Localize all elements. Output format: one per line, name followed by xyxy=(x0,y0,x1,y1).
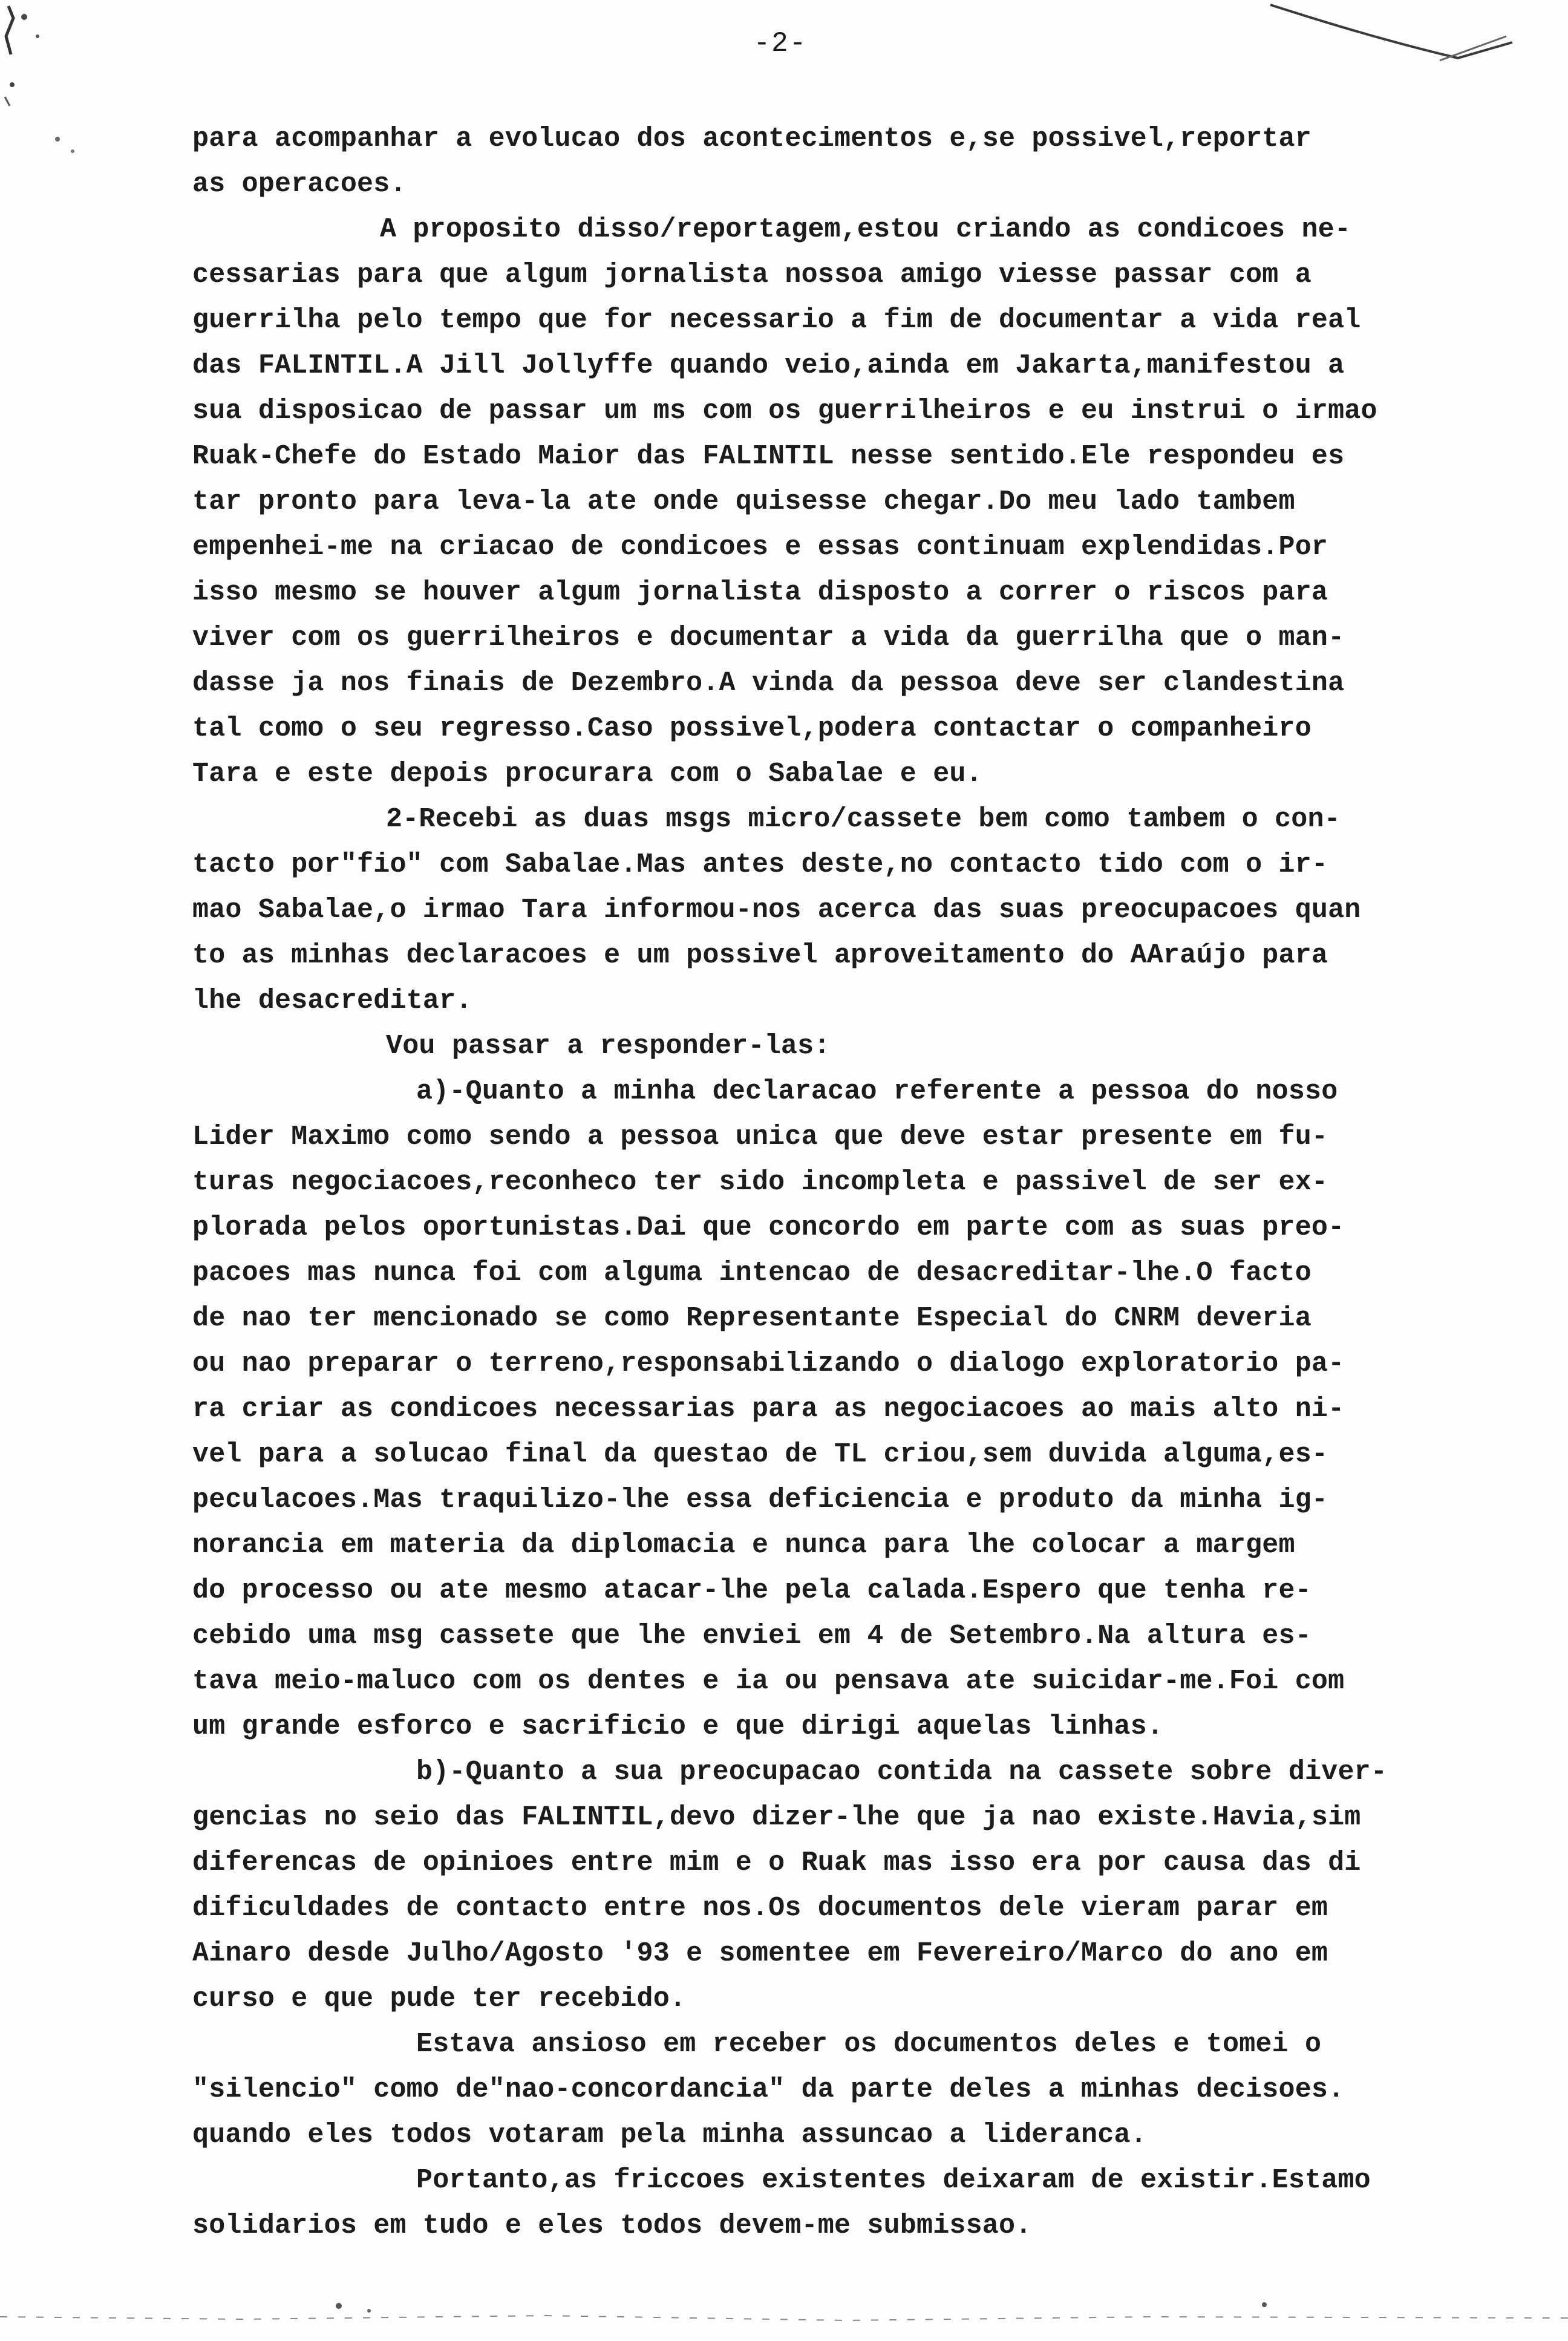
text-line: A proposito disso/reportagem,estou criando as condicoes ne- xyxy=(380,214,1351,245)
text-line: tava meio-maluco com os dentes e ia ou pensava ate suicidar-me.Foi com xyxy=(192,1666,1345,1697)
text-line: ou nao preparar o terreno,responsabilizando o dialogo exploratorio pa- xyxy=(192,1348,1345,1379)
text-line: dasse ja nos finais de Dezembro.A vinda da pessoa deve ser clandestina xyxy=(192,668,1345,699)
text-line: lhe desacreditar. xyxy=(192,985,472,1016)
text-line: viver com os guerrilheiros e documentar a vida da guerrilha que o man- xyxy=(192,622,1345,653)
text-line: quando eles todos votaram pela minha assuncao a lideranca. xyxy=(192,2120,1147,2150)
text-line: cebido uma msg cassete que lhe enviei em 4 de Setembro.Na altura es- xyxy=(192,1621,1312,1651)
text-line: tacto por"fio" com Sabalae.Mas antes deste,no contacto tido com o ir- xyxy=(192,849,1328,880)
text-line: Tara e este depois procurara com o Sabalae e eu. xyxy=(192,759,982,789)
text-line: b)-Quanto a sua preocupacao contida na cassete sobre diver- xyxy=(416,1757,1388,1788)
text-line: sua disposicao de passar um ms com os guerrilheiros e eu instrui o irmao xyxy=(192,396,1377,426)
text-line: plorada pelos oportunistas.Dai que concordo em parte com as suas preo- xyxy=(192,1212,1345,1243)
text-line: vel para a solucao final da questao de TL criou,sem duvida alguma,es- xyxy=(192,1439,1328,1470)
text-line: 2-Recebi as duas msgs micro/cassete bem como tambem o con- xyxy=(386,804,1341,835)
text-line: curso e que pude ter recebido. xyxy=(192,1983,687,2014)
text-line: de nao ter mencionado se como Representante Especial do CNRM deveria xyxy=(192,1303,1312,1334)
text-line: turas negociacoes,reconheco ter sido incompleta e passivel de ser ex- xyxy=(192,1167,1328,1198)
text-line: cessarias para que algum jornalista nossoa amigo viesse passar com a xyxy=(192,260,1312,290)
text-line: empenhei-me na criacao de condicoes e essas continuam explendidas.Por xyxy=(192,532,1328,563)
scan-scratch-mark xyxy=(1258,0,1537,67)
text-line: ra criar as condicoes necessarias para as negociacoes ao mais alto ni- xyxy=(192,1394,1345,1425)
text-line: para acompanhar a evolucao dos acontecimentos e,se possivel,reportar xyxy=(192,123,1312,154)
letter-body xyxy=(192,116,1523,2248)
text-line: Ainaro desde Julho/Agosto '93 e somentee em Fevereiro/Marco do ano em xyxy=(192,1938,1328,1969)
text-line: Lider Maximo como sendo a pessoa unica que deve estar presente em fu- xyxy=(192,1122,1328,1152)
text-line: "silencio" como de"nao-concordancia" da parte deles a minhas decisoes. xyxy=(192,2074,1345,2105)
text-line: do processo ou ate mesmo atacar-lhe pela calada.Espero que tenha re- xyxy=(192,1575,1312,1606)
text-line: gencias no seio das FALINTIL,devo dizer-lhe que ja nao existe.Havia,sim xyxy=(192,1802,1361,1833)
scan-speckle-marks xyxy=(0,0,121,169)
text-line: Estava ansioso em receber os documentos deles e tomei o xyxy=(416,2029,1322,2060)
text-line: das FALINTIL.A Jill Jollyffe quando veio,ainda em Jakarta,manifestou a xyxy=(192,350,1345,381)
text-line: Ruak-Chefe do Estado Maior das FALINTIL nesse sentido.Ele respondeu es xyxy=(192,441,1345,472)
text-line: Portanto,as friccoes existentes deixaram de existir.Estamo xyxy=(416,2165,1371,2196)
text-line: as operacoes. xyxy=(192,169,407,200)
text-line: pacoes mas nunca foi com alguma intencao de desacreditar-lhe.O facto xyxy=(192,1258,1312,1288)
text-line: a)-Quanto a minha declaracao referente a pessoa do nosso xyxy=(416,1076,1338,1107)
page-number: -2- xyxy=(753,28,808,59)
scan-bottom-edge xyxy=(0,2299,1568,2335)
text-line: Vou passar a responder-las: xyxy=(386,1031,831,1062)
text-line: solidarios em tudo e eles todos devem-me submissao. xyxy=(192,2210,1032,2241)
text-line: peculacoes.Mas traquilizo-lhe essa deficiencia e produto da minha ig- xyxy=(192,1484,1328,1515)
text-line: guerrilha pelo tempo que for necessario a fim de documentar a vida real xyxy=(192,305,1361,336)
text-line: dificuldades de contacto entre nos.Os documentos dele vieram parar em xyxy=(192,1893,1328,1924)
text-line: isso mesmo se houver algum jornalista disposto a correr o riscos para xyxy=(192,577,1328,608)
text-line: tar pronto para leva-la ate onde quisesse chegar.Do meu lado tambem xyxy=(192,486,1295,517)
text-line: diferencas de opinioes entre mim e o Ruak mas isso era por causa das di xyxy=(192,1847,1361,1878)
text-line: norancia em materia da diplomacia e nunca para lhe colocar a margem xyxy=(192,1530,1295,1561)
text-line: um grande esforco e sacrificio e que dirigi aquelas linhas. xyxy=(192,1711,1164,1742)
text-line: tal como o seu regresso.Caso possivel,podera contactar o companheiro xyxy=(192,713,1312,744)
text-line: to as minhas declaracoes e um possivel aproveitamento do AAraújo para xyxy=(192,940,1328,971)
text-line: mao Sabalae,o irmao Tara informou-nos acerca das suas preocupacoes quan xyxy=(192,895,1361,926)
